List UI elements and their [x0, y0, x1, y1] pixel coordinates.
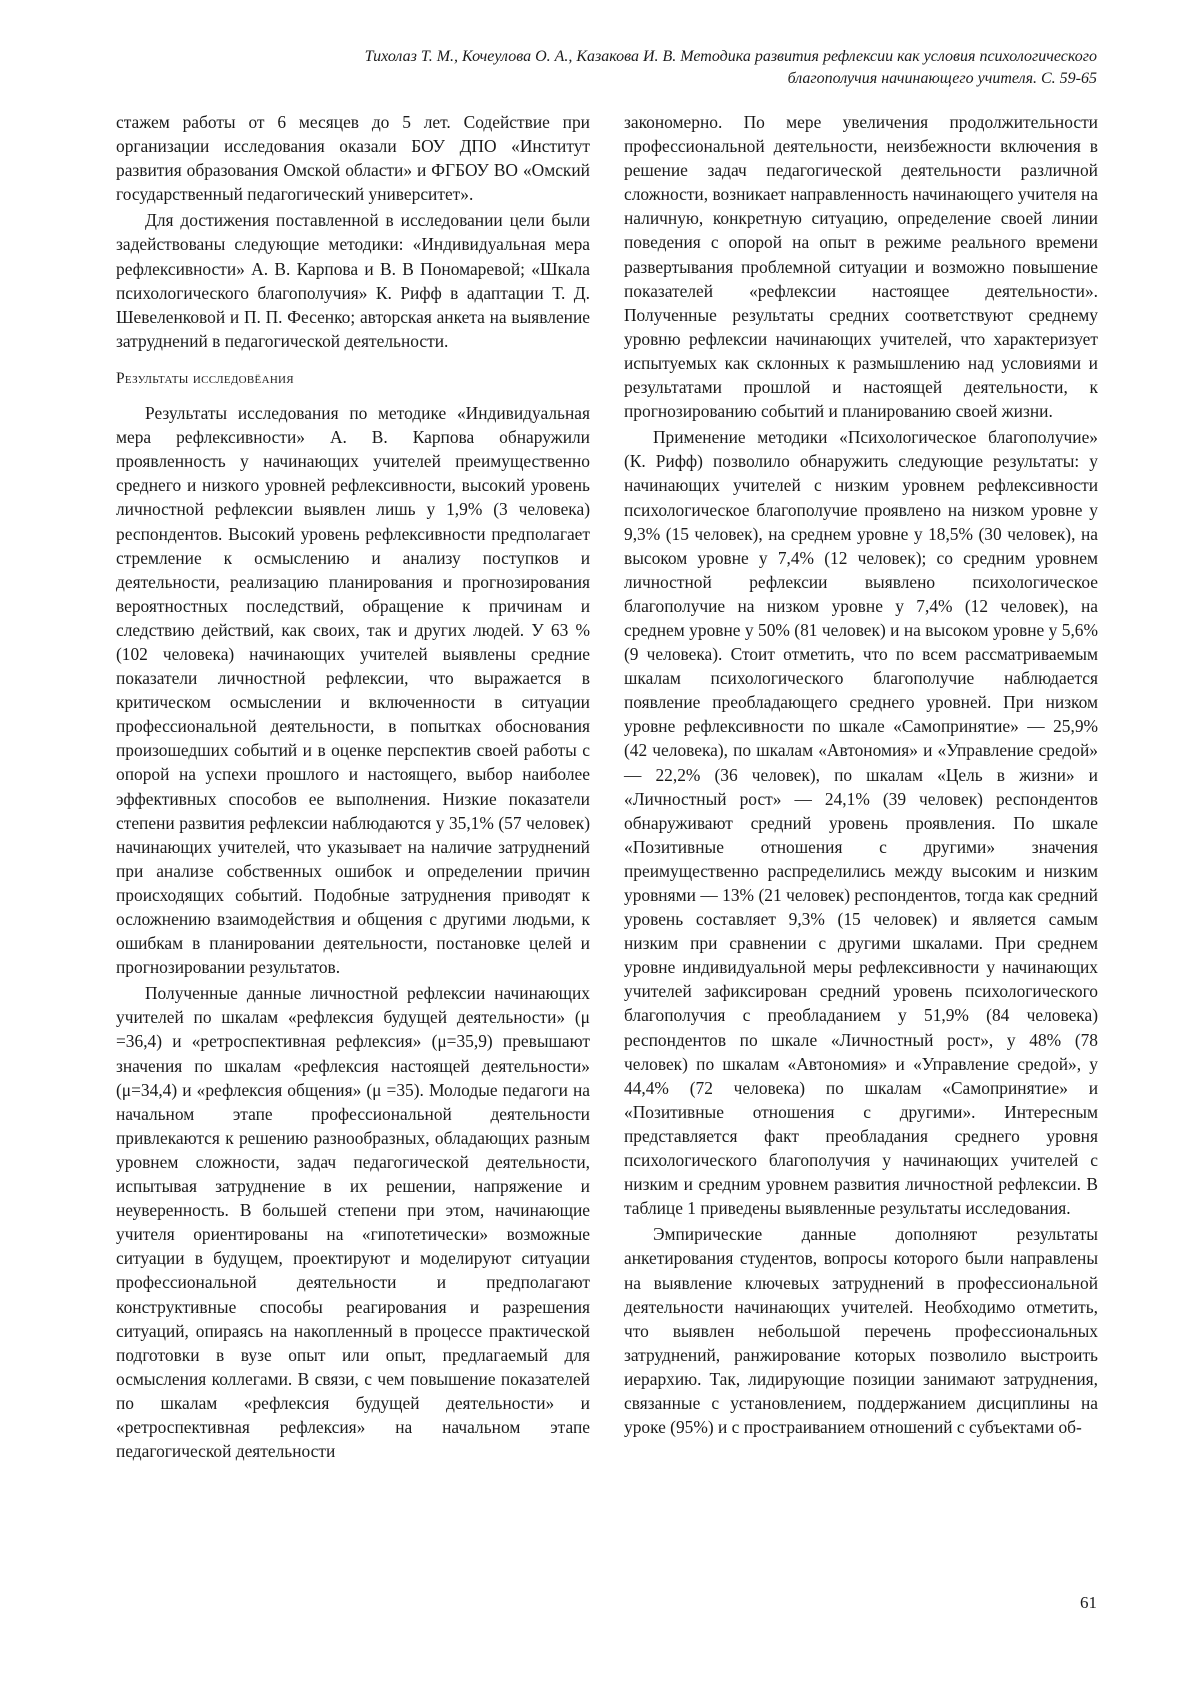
paragraph: Для достижения поставленной в исследовании цели были задействованы следующие методики: «Индивидуальная мера рефлексивности» А. В. Карпова и В. В Пономаревой; «Шкала психологического благополучия» К. Рифф в адаптации Т. Д. Шевеленковой и П. П. Фесенко; авторская анкета на выявление затруднений в педагогической деятельности. [116, 210, 590, 351]
section-heading: Результаты исследовёания [116, 369, 294, 387]
page-number: 61 [1080, 1593, 1097, 1612]
body-columns [116, 110, 1098, 1463]
paragraph: Применение методики «Психологическое благополучие» (К. Рифф) позволило обнаружить следующие результаты: у начинающих учителей с низким уровнем рефлексивности психологическое благополучие проявлено на низком уровне у 9,3% (15 человек), на среднем уровне у 18,5% (30 человек), на высоком уровне у 7,4% (12 человек); со средним уровнем личностной рефлексии выявлено психологическое благополучие на низком уровне у 7,4% (12 человек), на среднем уровне у 50% (81 человек) и на высоком уровне у 5,6% (9 человека). Стоит отметить, что по всем рассматриваемым шкалам психологического благополучие наблюдается появление преобладающего среднего уровней. При низком уровне рефлексивности по шкале «Самопринятие» — 25,9% (42 человека), по шкалам «Автономия» и «Управление средой» — 22,2% (36 человек), по шкалам «Цель в жизни» и «Личностный рост» — 24,1% (39 человек) респондентов обнаруживают средний уровень проявления. По шкале «Позитивные отношения с другими» значения преимущественно распределились между высоким и низким уровнями — 13% (21 человек) респондентов, тогда как средний уровень составляет 9,3% (15 человек) и является самым низким при сравнении с другими шкалами. При среднем уровне индивидуальной меры рефлексивности у начинающих учителей зафиксирован средний уровень психологического благополучия с преобладанием у 51,9% (84 человека) респондентов по шкале «Личностный рост», у 48% (78 человек) по шкалам «Автономия» и «Управление средой», у 44,4% (72 человека) по шкалам «Самопринятие» и «Позитивные отношения с другими». Интересным представляется факт преобладания среднего уровня психологического благополучия у начинающих учителей с низким и средним уровнем развития личностной рефлексии. В таблице 1 приведены выявленные результаты исследования. [624, 427, 1098, 1219]
paragraph: Полученные данные личностной рефлексии начинающих учителей по шкалам «рефлексия будущей деятельности» (μ =36,4) и «ретроспективная рефлексия» (μ=35,9) превышают значения по шкалам «рефлексия настоящей деятельности» (μ=34,4) и «рефлексия общения» (μ =35). Молодые педагоги на начальном этапе профессиональной деятельности привлекаются к решению разнообразных, обладающих разным уровнем сложности, задач педагогической деятельности, испытывая затруднение в их решении, напряжение и неуверенность. В большей степени при этом, начинающие учителя ориентированы на «гипотетически» возможные ситуации в будущем, проектируют и моделируют ситуации профессиональной деятельности и предполагают конструктивные способы реагирования и разрешения ситуаций, опираясь на накопленный в процессе практической подготовки в вузе опыт или опыт, предлагаемый для осмысления коллегами. В связи, с чем повышение показателей по шкалам «рефлексия будущей деятельности» и «ретроспективная рефлексия» на начальном этапе педагогической деятельности [116, 983, 590, 1462]
running-header-line-2: благополучия начинающего учителя. С. 59-65 [787, 70, 1097, 87]
paragraph: закономерно. По мере увеличения продолжительности профессиональной деятельности, неизбежности включения в решение задач педагогической деятельности различной сложности, возникает направленность начинающего учителя на наличную, конкретную ситуацию, определение своей линии поведения с опорой на опыт в режиме реального времени развертывания проблемной ситуации и возможно повышение показателей «рефлексии настоящее деятельности». Полученные результаты средних соответствуют среднему уровню рефлексии начинающих учителей, что характеризует испытуемых как склонных к размышлению над условиями и результатами прошлой и настоящей деятельности, к прогнозированию событий и планированию своей жизни. [624, 112, 1098, 422]
running-header-line-1: Тихолаз Т. М., Кочеулова О. А., Казакова И. В. Методика развития рефлексии как условия психологического [364, 48, 1097, 65]
right-column [624, 110, 1098, 1463]
running-header [197, 46, 1097, 90]
left-column [116, 110, 590, 1463]
paragraph: Результаты исследования по методике «Индивидуальная мера рефлексивности» А. В. Карпова обнаружили проявленность у начинающих учителей преимущественно среднего и низкого уровней рефлексивности, высокий уровень личностной рефлексии выявлен лишь у 1,9% (3 человека) респондентов. Высокий уровень рефлексивности предполагает стремление к осмыслению и анализу поступков и деятельности, реализацию планирования и прогнозирования вероятностных последствий, обращение к причинам и следствию действий, как своих, так и других людей. У 63 % (102 человека) начинающих учителей выявлены средние показатели личностной рефлексии, что выражается в критическом осмыслении и включенности в ситуации профессиональной деятельности, в попытках обоснования произошедших событий и в оценке перспектив своей работы с опорой на успехи прошлого и настоящего, выбор наиболее эффективных способов ее выполнения. Низкие показатели степени развития рефлексии наблюдаются у 35,1% (57 человек) начинающих учителей, что указывает на наличие затруднений при анализе собственных ошибок и определении причин происходящих событий. Подобные затруднения приводят к осложнению взаимодействия и общения с другими людьми, к ошибкам в планировании деятельности, постановке целей и прогнозировании результатов. [116, 403, 590, 978]
paragraph: стажем работы от 6 месяцев до 5 лет. Содействие при организации исследования оказали БОУ ДПО «Институт развития образования Омской области» и ФГБОУ ВО «Омский государственный педагогический университет». [116, 112, 590, 205]
paragraph: Эмпирические данные дополняют результаты анкетирования студентов, вопросы которого были направлены на выявление ключевых затруднений в профессиональной деятельности начинающих учителей. Необходимо отметить, что выявлен небольшой перечень профессиональных затруднений, ранжирование которых позволило выстроить иерархию. Так, лидирующие позиции занимают затруднения, связанные с установлением, поддержанием дисциплины на уроке (95%) и с простраиванием отношений с субъектами об- [624, 1224, 1098, 1438]
